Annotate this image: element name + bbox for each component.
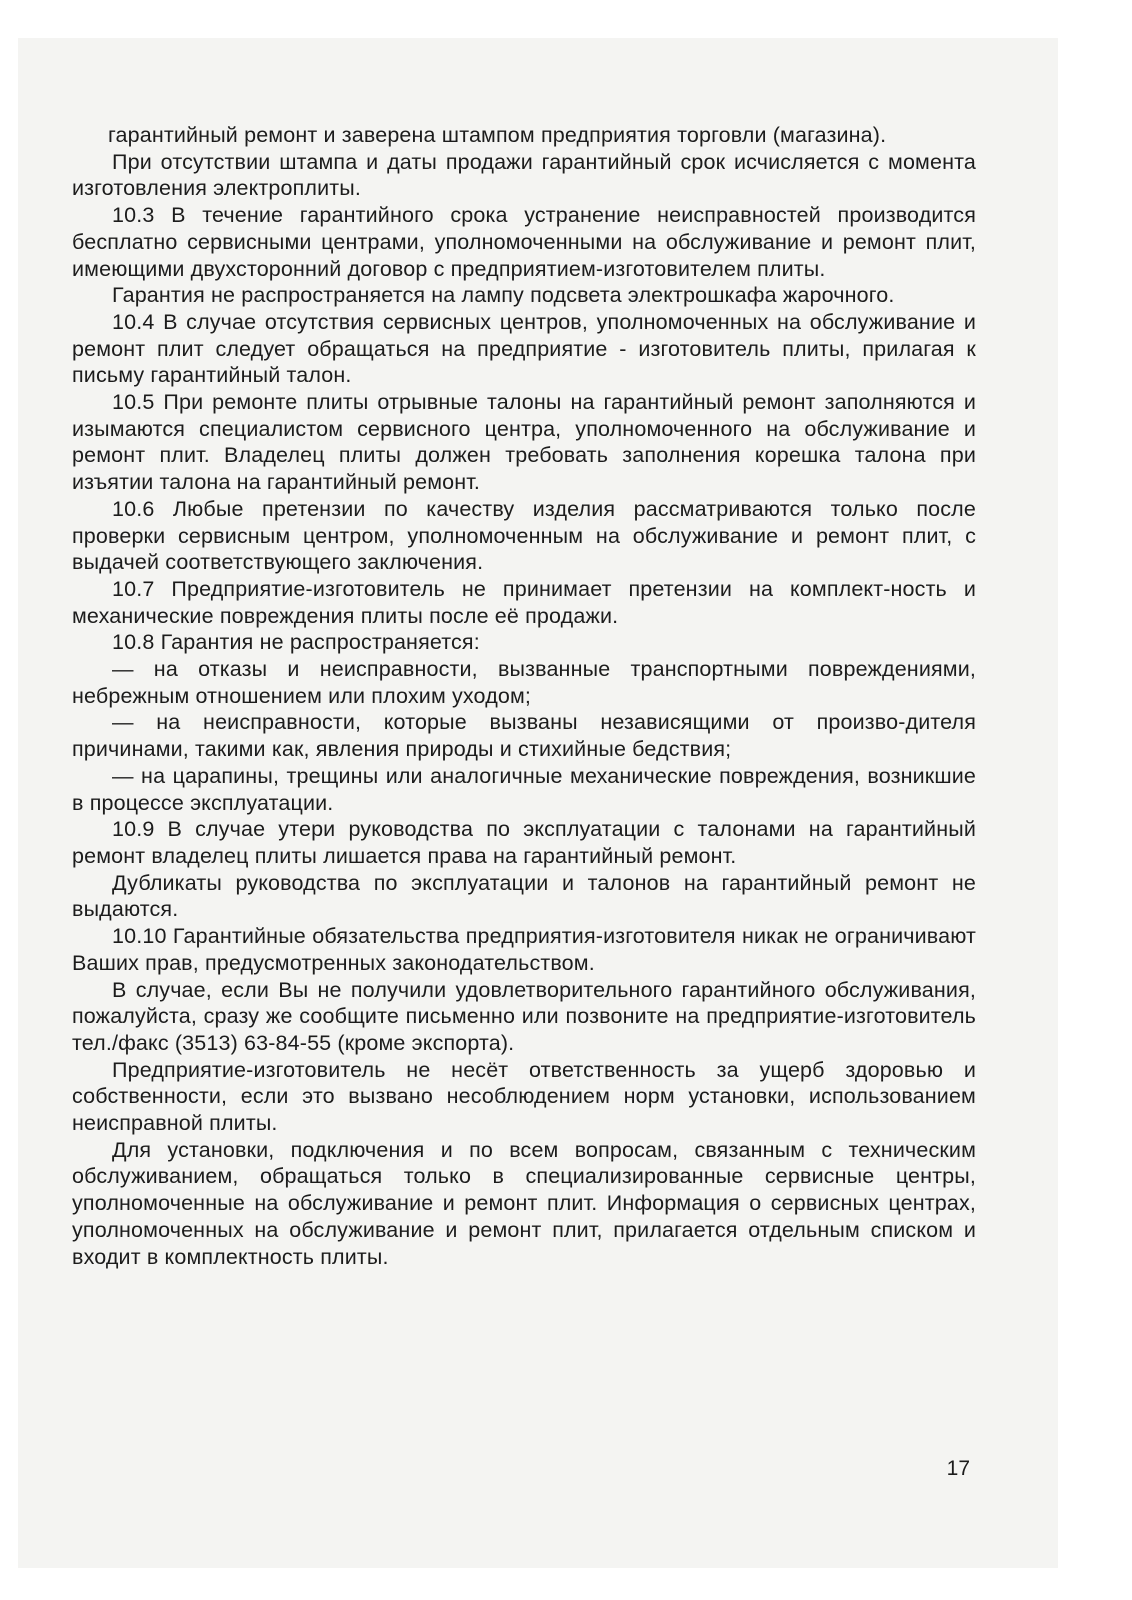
list-item-force-majeure: — на неисправности, которые вызваны независящими от произво-дителя причинами, такими как, явления природы и стихийные бедствия; [72, 710, 976, 762]
paragraph-liability: Предприятие-изготовитель не несёт ответственность за ущерб здоровью и собственности, если это вызвано несоблюдением норм установки, использованием неисправной плиты. [72, 1057, 976, 1136]
paragraph-10-10: 10.10 Гарантийные обязательства предприятия-изготовителя никак не ограничивают Ваших прав, предусмотренных законодательством. [72, 924, 976, 975]
paragraph-contact-manufacturer: В случае, если Вы не получили удовлетворительного гарантийного обслуживания, пожалуйста, сразу же сообщите письменно или позвоните на предприятие-изготовитель тел./факс (3513) 63-84-55 (кроме экспорта). [72, 977, 976, 1055]
document-body [72, 122, 976, 1270]
list-item-transport-damage: — на отказы и неисправности, вызванные транспортными повреждениями, небрежным отношением или плохим уходом; [72, 657, 976, 708]
paragraph-10-5: 10.5 При ремонте плиты отрывные талоны на гарантийный ремонт заполняются и изымаются специалистом сервисного центра, уполномоченного на обслуживание и ремонт плит. Владелец плиты должен требовать заполнения корешка талона при изъятии талона на гарантийный ремонт. [72, 390, 976, 495]
paragraph-no-stamp: При отсутствии штампа и даты продажи гарантийный срок исчисляется с момента изготовления электроплиты. [72, 149, 976, 201]
paragraph-service-centers: Для установки, подключения и по всем вопросам, связанным с техническим обслуживанием, обращаться только в специализированные сервисные центры, уполномоченные на обслуживание и ремонт плит. Информация о сервисных центрах, уполномоченных на обслуживание и ремонт плит, прилагается отдельным списком и входит в комплектность плиты. [72, 1137, 976, 1269]
paragraph-10-6: 10.6 Любые претензии по качеству изделия рассматриваются только после проверки сервисным центром, уполномоченным на обслуживание и ремонт плит, с выдачей соответствующего заключения. [72, 496, 976, 575]
paragraph-10-3: 10.3 В течение гарантийного срока устранение неисправностей производится бесплатно сервисными центрами, уполномоченными на обслуживание и ремонт плит, имеющими двухсторонний договор с предприятием-изготовителем плиты. [72, 203, 976, 281]
page-number: 17 [946, 1457, 970, 1480]
paragraph-10-8: 10.8 Гарантия не распространяется: [112, 630, 480, 655]
paragraph-10-7: 10.7 Предприятие-изготовитель не принимает претензии на комплект-ность и механические повреждения плиты после её продажи. [72, 576, 976, 628]
paragraph-10-4: 10.4 В случае отсутствия сервисных центров, уполномоченных на обслуживание и ремонт плит следует обращаться на предприятие - изготовитель плиты, прилагая к письму гарантийный талон. [72, 309, 976, 388]
paragraph-continuation: гарантийный ремонт и заверена штампом предприятия торговли (магазина). [108, 123, 887, 147]
paragraph-10-9: 10.9 В случае утери руководства по эксплуатации с талонами на гарантийный ремонт владелец плиты лишается права на гарантийный ремонт. [72, 817, 976, 868]
paragraph-lamp-exclusion: Гарантия не распространяется на лампу подсвета электрошкафа жарочного. [112, 283, 895, 308]
list-item-scratches: — на царапины, трещины или аналогичные механические повреждения, возникшие в процессе эксплуатации. [72, 763, 976, 815]
paragraph-duplicates: Дубликаты руководства по эксплуатации и талонов на гарантийный ремонт не выдаются. [72, 870, 976, 922]
